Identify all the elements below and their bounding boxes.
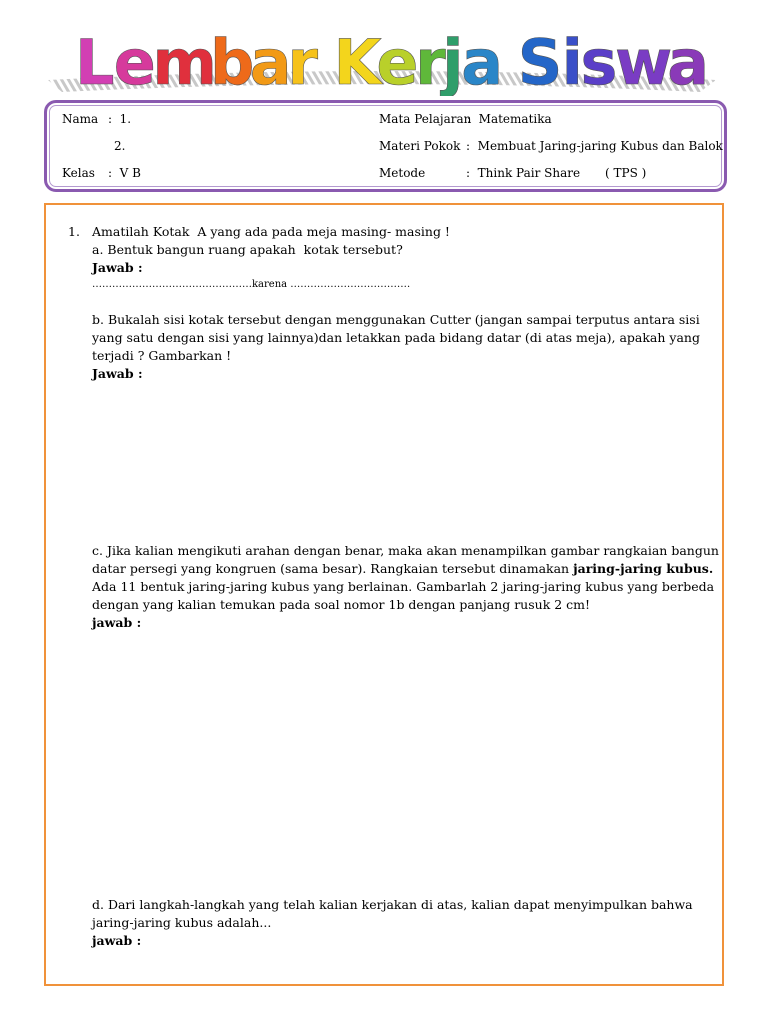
kelas-label: Kelas (62, 166, 95, 180)
nama-2: 2. (114, 139, 126, 153)
title-letter: w (615, 26, 673, 96)
mapel-value: : Matematika (467, 112, 552, 126)
question-number: 1. (68, 224, 80, 239)
question-c-line2 (92, 560, 713, 578)
title-letter: i (561, 26, 583, 96)
answer-a-label: Jawab : (92, 260, 143, 275)
title-letter: r (287, 26, 318, 96)
answer-a-blank: …………………………………………karena ……………………………… (92, 279, 411, 290)
question-c-line2-text: datar persegi yang kongruen (sama besar). Rangkaian tersebut dinamakan (92, 561, 574, 576)
metode-value: : Think Pair Share (466, 166, 581, 180)
question-c-line4: dengan yang kalian temukan pada soal nomor 1b dengan panjang rusuk 2 cm! (92, 597, 591, 612)
metode-abbr: ( TPS ) (605, 166, 647, 180)
nama-label: Nama (62, 112, 99, 126)
question-box (44, 203, 724, 986)
metode-label: Metode (379, 166, 426, 180)
question-c-line1: c. Jika kalian mengikuti arahan dengan benar, maka akan menampilkan gambar rangkaian bangun (92, 543, 719, 558)
title-letter: S (517, 26, 563, 96)
answer-d-label: jawab : (92, 933, 142, 948)
materi-label: Materi Pokok (379, 139, 461, 153)
kelas-value: : V B (108, 166, 141, 180)
mapel-label: Mata Pelajaran (379, 112, 472, 126)
title-letter: L (75, 26, 115, 96)
title-letter: a (249, 26, 292, 96)
title-letter: j (442, 26, 464, 96)
question-b-line1: b. Bukalah sisi kotak tersebut dengan menggunakan Cutter (jangan sampai terputus antara sisi (92, 312, 700, 327)
question-c-line3: Ada 11 bentuk jaring-jaring kubus yang berlainan. Gambarlah 2 jaring-jaring kubus yang berbeda (92, 579, 715, 594)
question-a: a. Bentuk bangun ruang apakah kotak tersebut? (92, 242, 403, 257)
title-letter: K (333, 26, 382, 96)
question-intro: Amatilah Kotak A yang ada pada meja masing- masing ! (92, 224, 450, 239)
title-letter: r (415, 26, 446, 96)
question-b-line3: terjadi ? Gambarkan ! (92, 348, 232, 363)
answer-c-label: jawab : (92, 615, 142, 630)
title-letter: a (461, 26, 504, 96)
worksheet-title (0, 0, 768, 96)
title-letter: e (376, 26, 419, 96)
term-jaring-kubus: jaring-jaring kubus. (573, 561, 714, 576)
title-letter: e (113, 26, 156, 96)
question-d-line2: jaring-jaring kubus adalah... (92, 915, 272, 930)
title-letter: b (210, 26, 255, 96)
title-graphic (0, 0, 768, 96)
question-b-line2: yang satu dengan sisi yang lainnya)dan letakkan pada bidang datar (di atas meja), apakah yang (92, 330, 700, 345)
student-info-box (44, 100, 727, 192)
question-d-line1: d. Dari langkah-langkah yang telah kalian kerjakan di atas, kalian dapat menyimpulkan bahwa (92, 897, 693, 912)
materi-value: : Membuat Jaring-jaring Kubus dan Balok (466, 139, 723, 153)
title-letter: s (580, 26, 618, 96)
answer-b-label: Jawab : (92, 366, 143, 381)
nama-1: : 1. (108, 112, 132, 126)
title-letter: a (667, 26, 710, 96)
title-letter: m (152, 26, 218, 96)
